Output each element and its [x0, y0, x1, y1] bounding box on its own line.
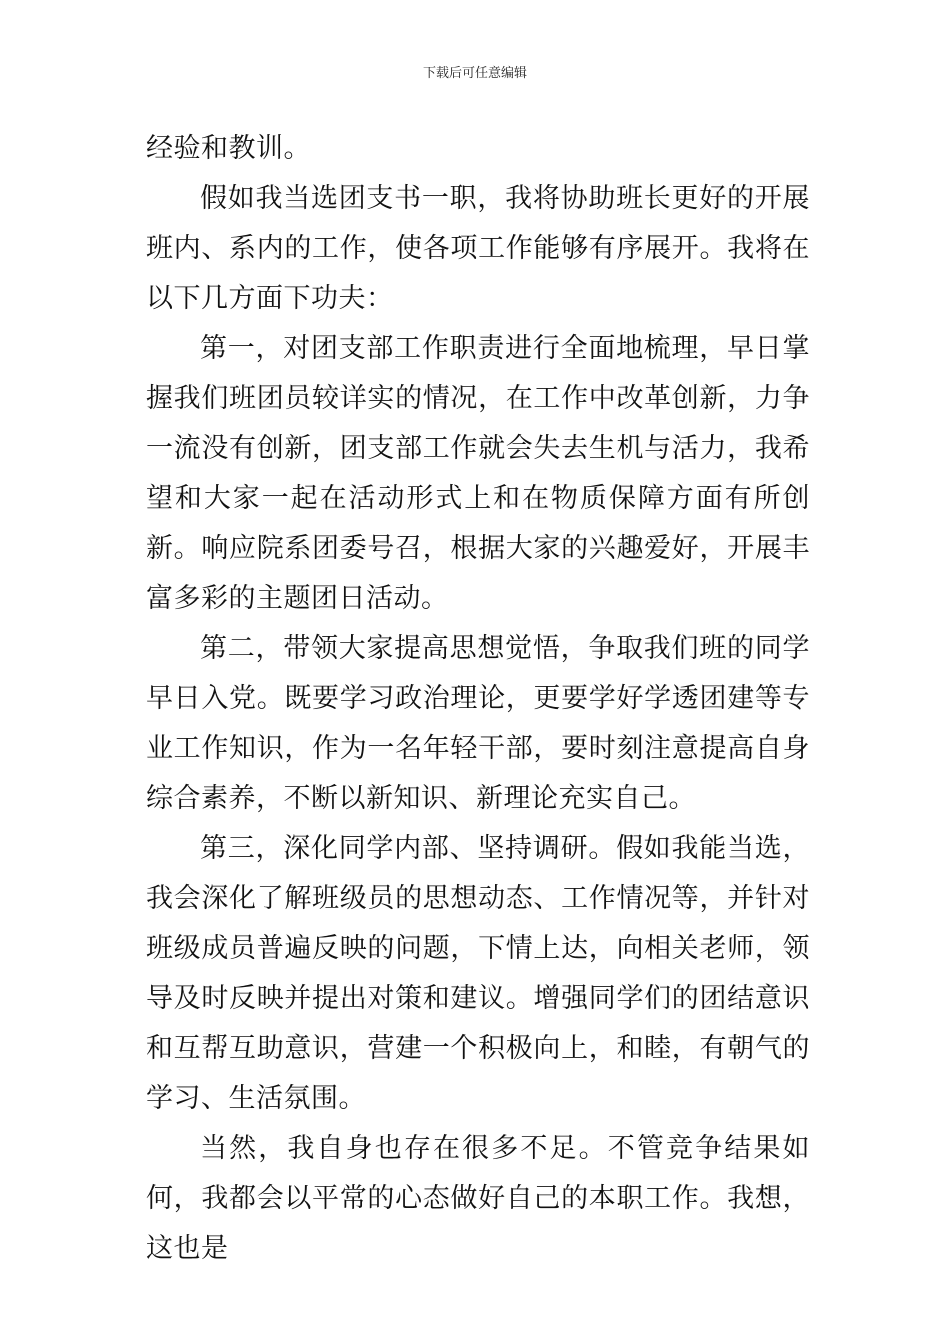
paragraph-4: 第二，带领大家提高思想觉悟，争取我们班的同学早日入党。既要学习政治理论，更要学好学透团建等专业工作知识，作为一名年轻干部，要时刻注意提高自身综合素养，不断以新知识、新理论充实自己。 — [146, 633, 810, 814]
document-body — [146, 124, 810, 1274]
paragraph-1: 经验和教训。 — [146, 133, 311, 164]
page-header: 下载后可任意编辑 — [422, 66, 527, 81]
paragraph-5: 第三，深化同学内部、坚持调研。假如我能当选，我会深化了解班级员的思想动态、工作情况等，并针对班级成员普遍反映的问题，下情上达，向相关老师，领导及时反映并提出对策和建议。增强同学们的团结意识和互帮互助意识，营建一个积极向上，和睦，有朝气的学习、生活氛围。 — [146, 833, 810, 1114]
paragraph-2: 假如我当选团支书一职，我将协助班长更好的开展班内、系内的工作，使各项工作能够有序展开。我将在以下几方面下功夫： — [146, 183, 810, 314]
paragraph-3: 第一，对团支部工作职责进行全面地梳理，早日掌握我们班团员较详实的情况，在工作中改革创新，力争一流没有创新，团支部工作就会失去生机与活力，我希望和大家一起在活动形式上和在物质保障方面有所创新。响应院系团委号召，根据大家的兴趣爱好，开展丰富多彩的主题团日活动。 — [146, 333, 810, 614]
paragraph-6: 当然，我自身也存在很多不足。不管竞争结果如何，我都会以平常的心态做好自己的本职工作。我想，这也是 — [146, 1133, 810, 1264]
